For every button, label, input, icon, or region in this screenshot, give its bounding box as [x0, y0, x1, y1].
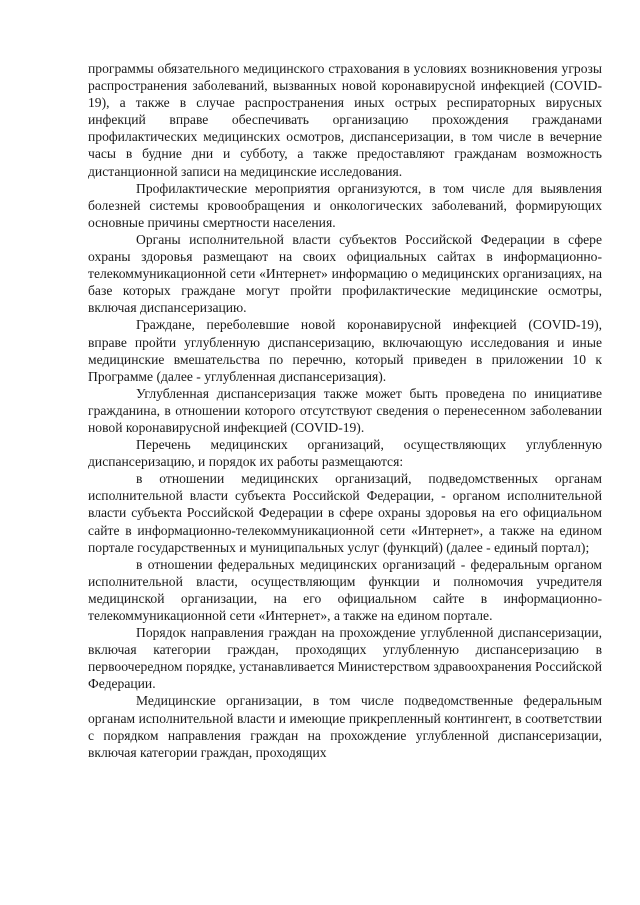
paragraph-7: в отношении медицинских организаций, подведомственных органам исполнительной власти субъекта Российской Федерации, - органом исполнительной власти субъекта Российской Федерации в сфере охраны здоровья на его официальном сайте в информационно-телекоммуникационной сети «Интернет», а также на едином портале государственных и муниципальных услуг (функций) (далее - единый портал);	[88, 471, 602, 555]
paragraph-5: Углубленная диспансеризация также может быть проведена по инициативе гражданина, в отношении которого отсутствуют сведения о перенесенном заболевании новой коронавирусной инфекцией (COVID-19).	[88, 385, 602, 435]
paragraph-9: Порядок направления граждан на прохождение углубленной диспансеризации, включая категории граждан, проходящих углубленную диспансеризацию в первоочередном порядке, устанавливается Министерством здравоохранения Российской Федерации.	[88, 625, 602, 692]
paragraph-3: Органы исполнительной власти субъектов Российской Федерации в сфере охраны здоровья размещают на своих официальных сайтах в информационно-телекоммуникационной сети «Интернет» информацию о медицинских организациях, на базе которых граждане могут пройти профилактические медицинские осмотры, включая диспансеризацию.	[88, 231, 602, 316]
paragraph-2: Профилактические мероприятия организуются, в том числе для выявления болезней системы кровообращения и онкологических заболеваний, формирующих основные причины смертности населения.	[88, 180, 602, 230]
paragraph-10: Медицинские организации, в том числе подведомственные федеральным органам исполнительной власти и имеющие прикрепленный контингент, в соответствии с порядком направления граждан на прохождение углубленной диспансеризации, включая категории граждан, проходящих	[88, 693, 602, 760]
paragraph-1: программы обязательного медицинского страхования в условиях возникновения угрозы распространения заболеваний, вызванных новой коронавирусной инфекцией (COVID-19), а также в случае распространения иных острых респираторных вирусных инфекций вправе обеспечивать организацию прохождения гражданами профилактических медицинских осмотров, диспансеризации, в том числе в вечерние часы в будние дни и субботу, а также предоставляют гражданам возможность дистанционной записи на медицинские исследования.	[88, 61, 602, 179]
paragraph-4: Граждане, переболевшие новой коронавирусной инфекцией (COVID-19), вправе пройти углубленную диспансеризацию, включающую исследования и иные медицинские вмешательства по перечню, который приведен в приложении 10 к Программе (далее - углубленная диспансеризация).	[88, 317, 602, 384]
paragraph-8: в отношении федеральных медицинских организаций - федеральным органом исполнительной власти, осуществляющим функции и полномочия учредителя медицинской организации, на его официальном сайте в информационно-телекоммуникационной сети «Интернет», а также на едином портале.	[88, 556, 602, 623]
paragraph-6: Перечень медицинских организаций, осуществляющих углубленную диспансеризацию, и порядок их работы размещаются:	[88, 437, 602, 470]
